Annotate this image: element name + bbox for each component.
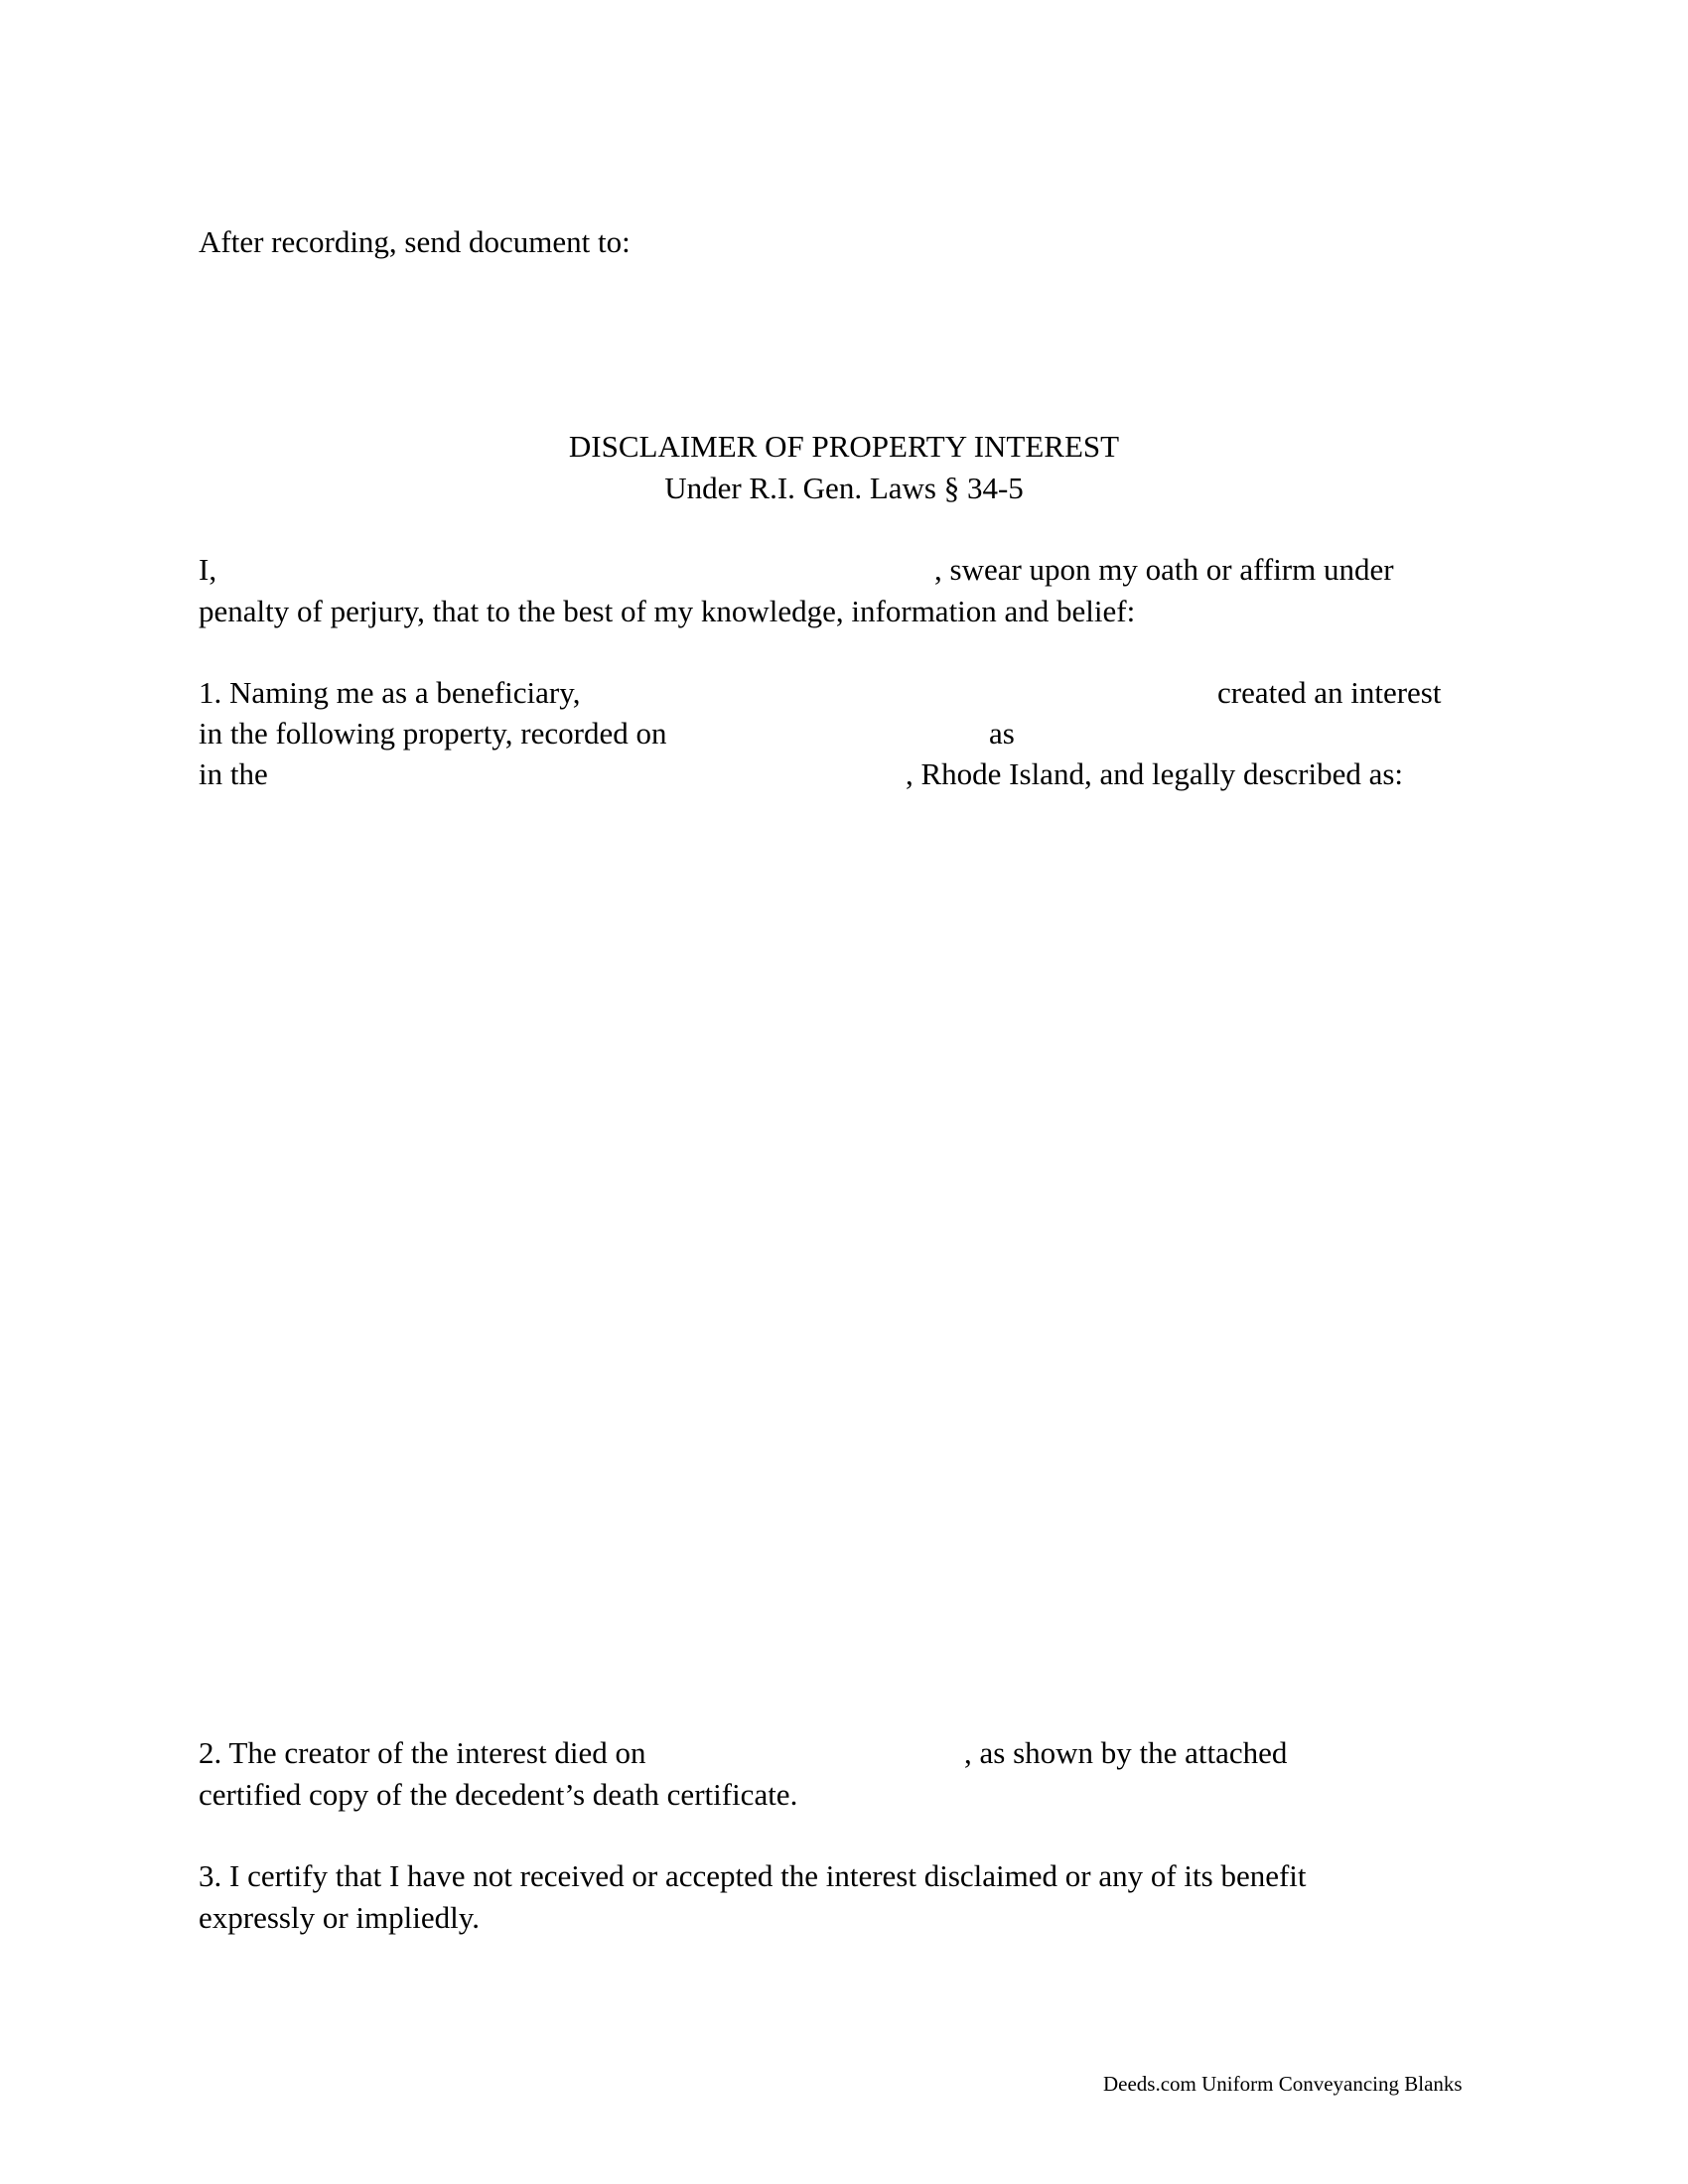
intro-suffix: , swear upon my oath or affirm under bbox=[934, 552, 1394, 587]
return-address-label: After recording, send document to: bbox=[199, 224, 631, 259]
footer-credit: Deeds.com Uniform Conveyancing Blanks bbox=[1103, 2072, 1463, 2096]
intro-prefix: I, bbox=[199, 552, 217, 587]
item1-line2-prefix: in the following property, recorded on bbox=[199, 716, 667, 751]
document-title: DISCLAIMER OF PROPERTY INTEREST bbox=[568, 429, 1120, 464]
item3-line2: expressly or impliedly. bbox=[199, 1900, 480, 1935]
item3-line1: 3. I certify that I have not received or accepted the interest disclaimed or any of its benefit bbox=[199, 1858, 1307, 1893]
item1-line3-suffix: , Rhode Island, and legally described as: bbox=[906, 756, 1404, 791]
item2-line1-prefix: 2. The creator of the interest died on bbox=[199, 1735, 646, 1770]
item1-line1-prefix: 1. Naming me as a beneficiary, bbox=[199, 675, 581, 710]
item2-line2: certified copy of the decedent’s death certificate. bbox=[199, 1777, 798, 1812]
intro-line2: penalty of perjury, that to the best of my knowledge, information and belief: bbox=[199, 594, 1136, 628]
item1-line2-suffix: as bbox=[989, 716, 1015, 751]
document-subtitle: Under R.I. Gen. Laws § 34-5 bbox=[664, 471, 1024, 505]
item2-line1-suffix: , as shown by the attached bbox=[964, 1735, 1288, 1770]
item1-line3-prefix: in the bbox=[199, 756, 268, 791]
item1-line1-suffix: created an interest bbox=[1217, 675, 1442, 710]
